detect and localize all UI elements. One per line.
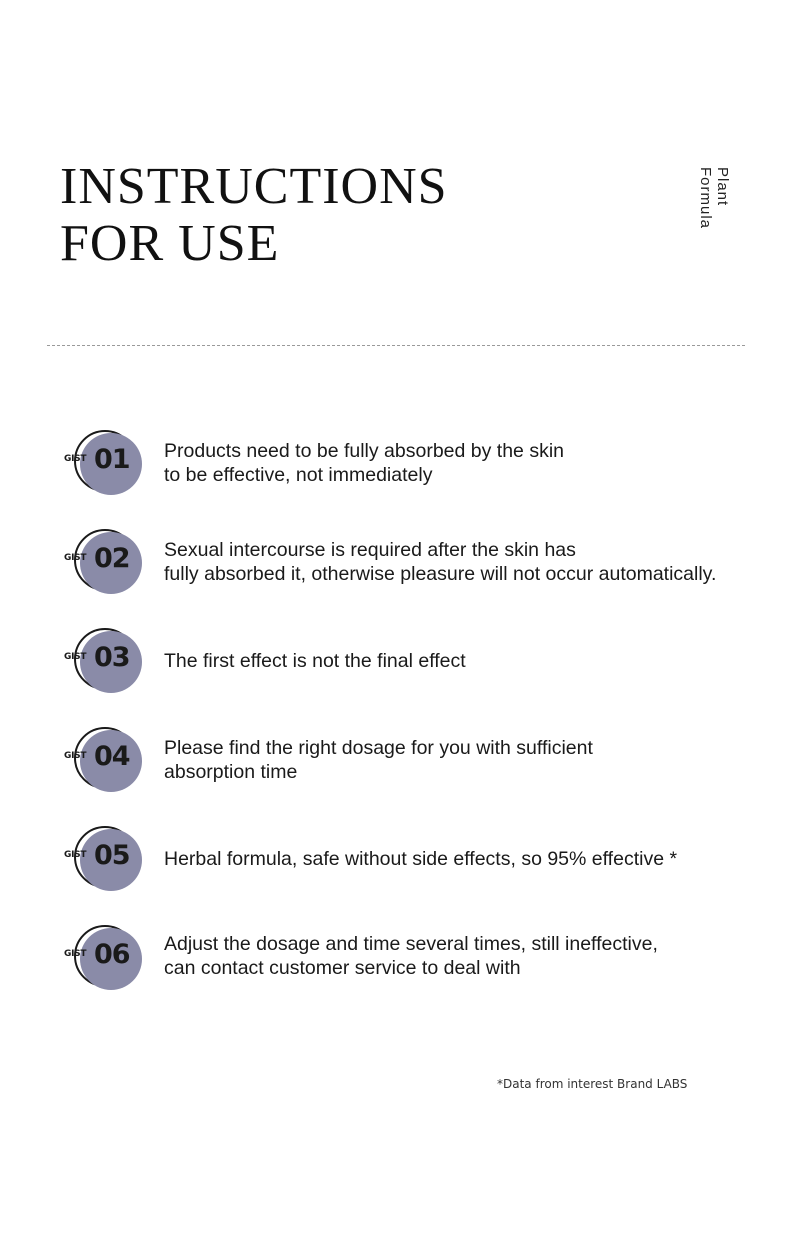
instruction-line: The first effect is not the final effect [164,650,466,672]
title-line-2: FOR USE [60,215,280,272]
side-label [697,167,731,229]
side-label-line-1: Plant [714,167,731,207]
gist-badge [62,628,146,694]
instruction-line: Herbal formula, safe without side effects, so 95% effective * [164,848,678,870]
gist-prefix: GIST [64,553,87,563]
instruction-item-1 [0,430,790,500]
instruction-text [164,538,716,586]
instruction-text [164,847,677,871]
title-line-1: INSTRUCTIONS [60,158,448,215]
instruction-item-5 [0,826,790,896]
instruction-line: Products need to be fully absorbed by the skin [164,440,564,462]
instruction-item-2 [0,529,790,599]
instruction-item-6 [0,925,790,995]
instruction-line: Adjust the dosage and time several times, still ineffective, [164,933,658,955]
instruction-item-3 [0,628,790,698]
gist-badge [62,529,146,595]
footnote: *Data from interest Brand LABS [497,1077,688,1091]
dashed-divider [47,345,745,346]
gist-badge [62,430,146,496]
instruction-text [164,736,593,784]
gist-number: 05 [94,840,130,871]
instruction-line: Sexual intercourse is required after the skin has [164,539,576,561]
gist-badge [62,925,146,991]
gist-prefix: GIST [64,850,87,860]
instruction-line: absorption time [164,761,298,783]
gist-number: 06 [94,939,130,970]
instruction-line: fully absorbed it, otherwise pleasure will not occur automatically. [164,563,717,585]
gist-number: 04 [94,741,130,772]
instruction-line: can contact customer service to deal with [164,957,521,979]
instruction-text [164,439,564,487]
gist-number: 02 [94,543,130,574]
instruction-text [164,649,466,673]
gist-prefix: GIST [64,454,87,464]
gist-badge [62,727,146,793]
gist-prefix: GIST [64,751,87,761]
gist-number: 03 [94,642,130,673]
page-title [60,158,448,272]
instruction-line: Please find the right dosage for you with sufficient [164,737,593,759]
gist-badge [62,826,146,892]
instruction-text [164,932,658,980]
gist-prefix: GIST [64,949,87,959]
gist-number: 01 [94,444,130,475]
gist-prefix: GIST [64,652,87,662]
side-label-line-2: Formula [697,167,714,230]
instruction-line: to be effective, not immediately [164,464,433,486]
instruction-item-4 [0,727,790,797]
